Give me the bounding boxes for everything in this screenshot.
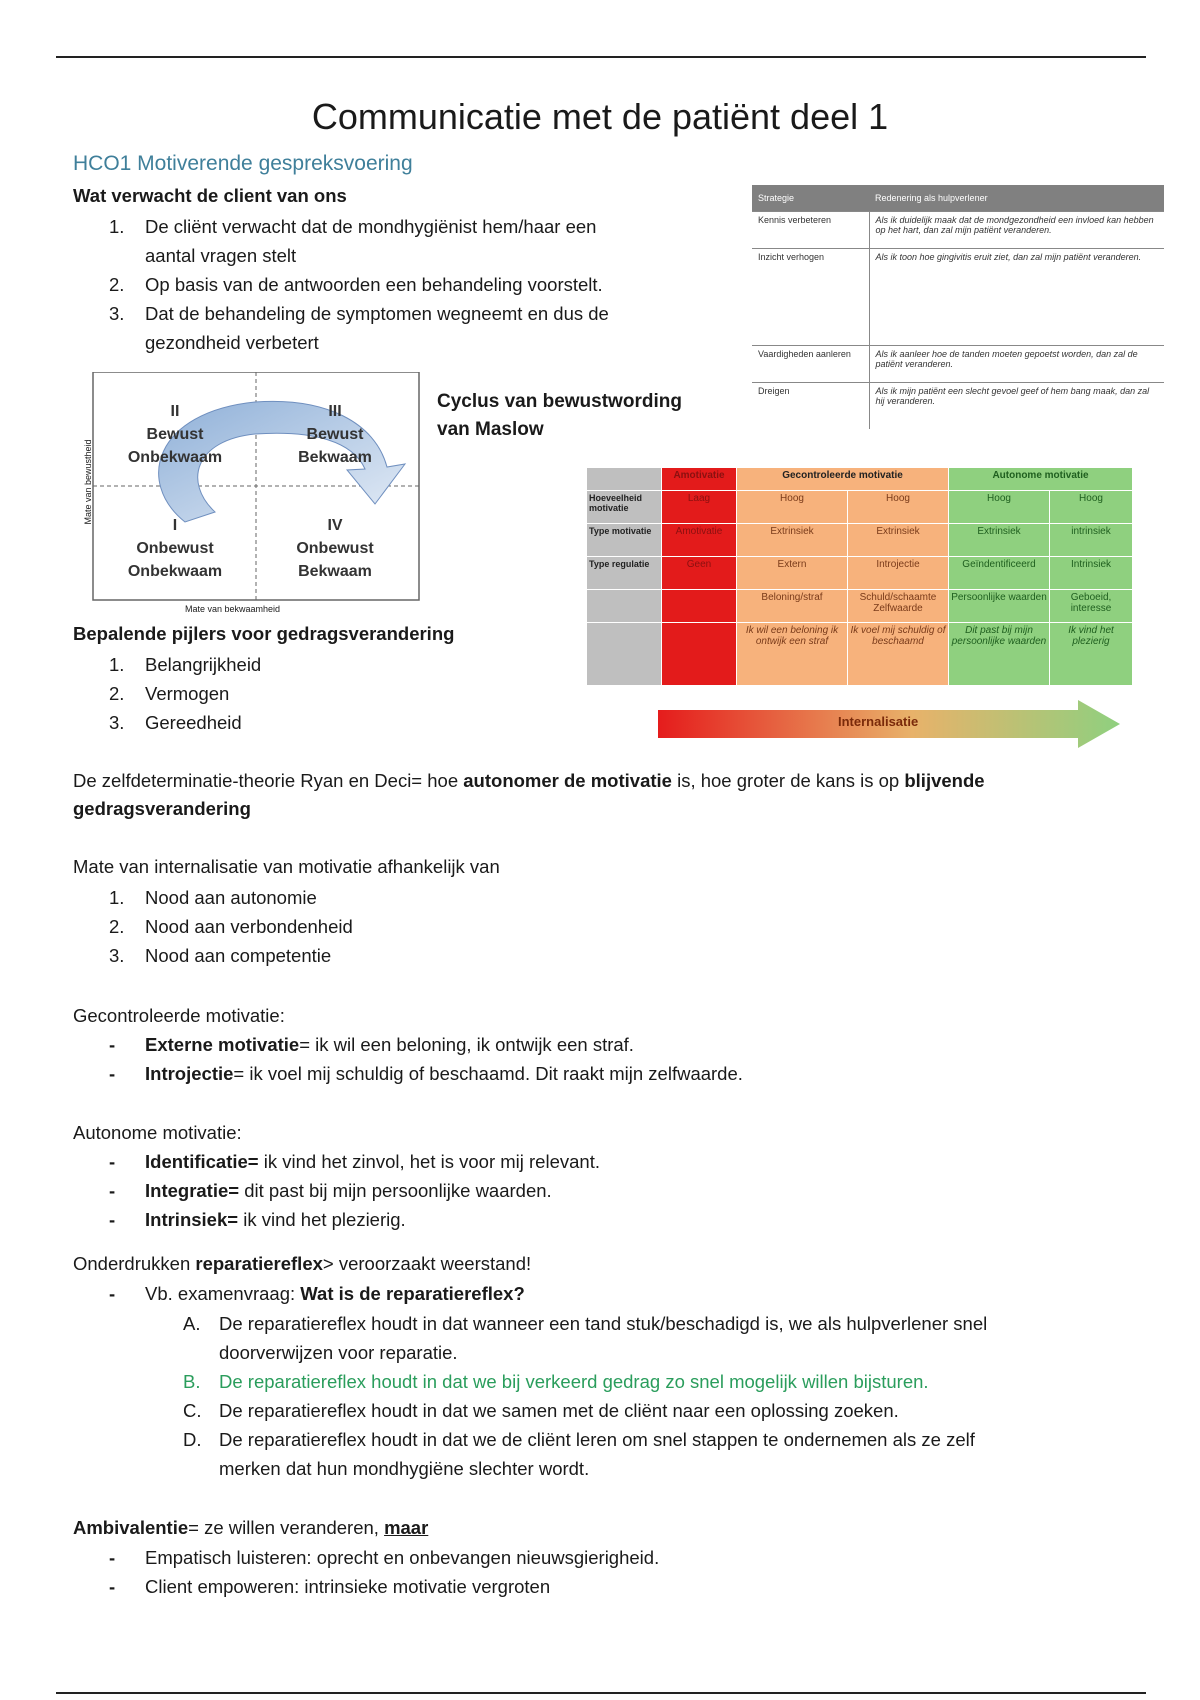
reflex-heading: Onderdrukken reparatiereflex> veroorzaakt weerstand!	[73, 1253, 532, 1274]
list-item: - Introjectie= ik voel mij schuldig of beschaamd. Dit raakt mijn zelfwaarde.	[109, 1063, 743, 1084]
table-row: Hoeveelheid motivatie Laag Hoog Hoog Hoog Hoog	[587, 491, 1133, 524]
list-item: 2. Op basis van de antwoorden een behandeling voorstelt.	[109, 274, 603, 295]
quadrant-2: II Bewust Onbekwaam	[127, 403, 223, 466]
list-item: 2. Nood aan verbondenheid	[109, 916, 353, 937]
table-header: Amotivatie	[662, 468, 737, 491]
sdt-paragraph: De zelfdeterminatie-theorie Ryan en Deci= hoe autonomer de motivatie is, hoe groter de kans is op blijvende gedragsverandering	[73, 770, 985, 819]
maslow-caption: Cyclus van bewustwording van Maslow	[437, 391, 682, 440]
quadrant-1: I Onbewust Onbekwaam	[127, 517, 223, 580]
reflex-options	[183, 1309, 987, 1483]
internalisation-list	[73, 883, 353, 970]
option-b-correct: B. De reparatiereflex houdt in dat we bij verkeerd gedrag zo snel mogelijk willen bijsturen.	[183, 1371, 929, 1392]
ambivalence-heading: Ambivalentie= ze willen veranderen, maar	[73, 1517, 429, 1538]
table-header: Autonome motivatie	[949, 468, 1133, 491]
list-item: - Client empoweren: intrinsieke motivatie vergroten	[109, 1576, 551, 1597]
list-item: 3. Gereedheid	[109, 712, 242, 733]
x-axis-label: Mate van bekwaamheid	[185, 604, 281, 614]
pillars-heading: Bepalende pijlers voor gedragsverandering	[73, 623, 455, 644]
page-title: Communicatie met de patiënt deel 1	[311, 96, 889, 137]
reflex-question	[73, 1279, 525, 1308]
table-row: Kennis verbeteren Als ik duidelijk maak dat de mondgezondheid een invloed kan hebben op het hart, dan zal mijn patiënt veranderen.	[752, 212, 1164, 249]
list-item: - Integratie= dit past bij mijn persoonlijke waarden.	[109, 1180, 552, 1201]
autonomous-heading: Autonome motivatie:	[73, 1122, 242, 1143]
list-item: 1. Belangrijkheid	[109, 654, 262, 675]
table-row: Type motivatie Amotivatie Extrinsiek Extrinsiek Extrinsiek intrinsiek	[587, 524, 1133, 557]
list-item: - Empatisch luisteren: oprecht en onbevangen nieuwsgierigheid.	[109, 1547, 660, 1568]
table-row: Inzicht verhogen Als ik toon hoe gingivitis eruit ziet, dan zal mijn patiënt veranderen.	[752, 249, 1164, 346]
list-item: - Vb. examenvraag: Wat is de reparatiereflex?	[109, 1283, 525, 1304]
arrow-label: Internalisatie	[838, 714, 919, 729]
list-item: 1. Nood aan autonomie	[109, 887, 317, 908]
list-item: - Identificatie= ik vind het zinvol, het is voor mij relevant.	[109, 1151, 600, 1172]
table-row: Vaardigheden aanleren Als ik aanleer hoe de tanden moeten gepoetst worden, dan zal de patiënt veranderen.	[752, 346, 1164, 383]
quadrant-3: III Bewust Bekwaam	[298, 403, 372, 466]
internalisation-arrow	[658, 700, 1120, 748]
strategy-table	[752, 185, 1164, 429]
motivation-table	[586, 467, 1133, 686]
table-row: Type regulatie Geen Extern Introjectie Geïndentificeerd Intrinsiek	[587, 557, 1133, 590]
bottom-rule	[56, 1692, 1146, 1694]
table-row: Dreigen Als ik mijn patiënt een slecht gevoel geef of hem bang maak, dan zal hij veranderen.	[752, 383, 1164, 430]
table-row: Beloning/straf Schuld/schaamte Zelfwaarde Persoonlijke waarden Geboeid, interesse	[587, 590, 1133, 623]
table-header: Redenering als hulpverlener	[869, 185, 1164, 212]
table-header: Gecontroleerde motivatie	[737, 468, 949, 491]
ambivalence-list	[73, 1543, 659, 1601]
table-row: Ik wil een beloning ik ontwijk een straf Ik voel mij schuldig of beschaamd Dit past bij mijn persoonlijke waarden Ik vind het plezierig	[587, 623, 1133, 686]
option-d: D. De reparatiereflex houdt in dat we de cliënt leren om snel stappen te ondernemen als ze zelf merken dat hun mondhygiëne slechter wordt.	[183, 1429, 975, 1479]
controlled-list	[73, 1030, 743, 1088]
controlled-heading: Gecontroleerde motivatie:	[73, 1005, 285, 1026]
autonomous-list	[73, 1147, 600, 1234]
quadrant-4: IV Onbewust Bekwaam	[296, 517, 374, 580]
top-rule	[56, 56, 1146, 58]
table-header: Strategie	[752, 185, 869, 212]
option-c: C. De reparatiereflex houdt in dat we samen met de cliënt naar een oplossing zoeken.	[183, 1400, 899, 1421]
y-axis-label: Mate van bewustheid	[83, 439, 93, 525]
pillars-list	[73, 650, 261, 737]
list-item: - Externe motivatie= ik wil een beloning, ik ontwijk een straf.	[109, 1034, 634, 1055]
section-subtitle: HCO1 Motiverende gespreksvoering	[73, 152, 413, 175]
option-a: A. De reparatiereflex houdt in dat wanneer een tand stuk/beschadigd is, we als hulpverlener snel doorverwijzen voor reparatie.	[183, 1313, 988, 1363]
internalisation-heading: Mate van internalisatie van motivatie afhankelijk van	[73, 856, 500, 877]
list-item: 3. Nood aan competentie	[109, 945, 332, 966]
list-item: 2. Vermogen	[109, 683, 230, 704]
list-item: 1. De cliënt verwacht dat de mondhygiënist hem/haar een aantal vragen stelt	[109, 216, 597, 266]
maslow-diagram	[75, 372, 420, 612]
list-item: 3. Dat de behandeling de symptomen wegneemt en dus de gezondheid verbetert	[109, 303, 609, 353]
list-item: - Intrinsiek= ik vind het plezierig.	[109, 1209, 406, 1230]
client-heading: Wat verwacht de client van ons	[73, 185, 347, 206]
client-list	[73, 212, 609, 357]
